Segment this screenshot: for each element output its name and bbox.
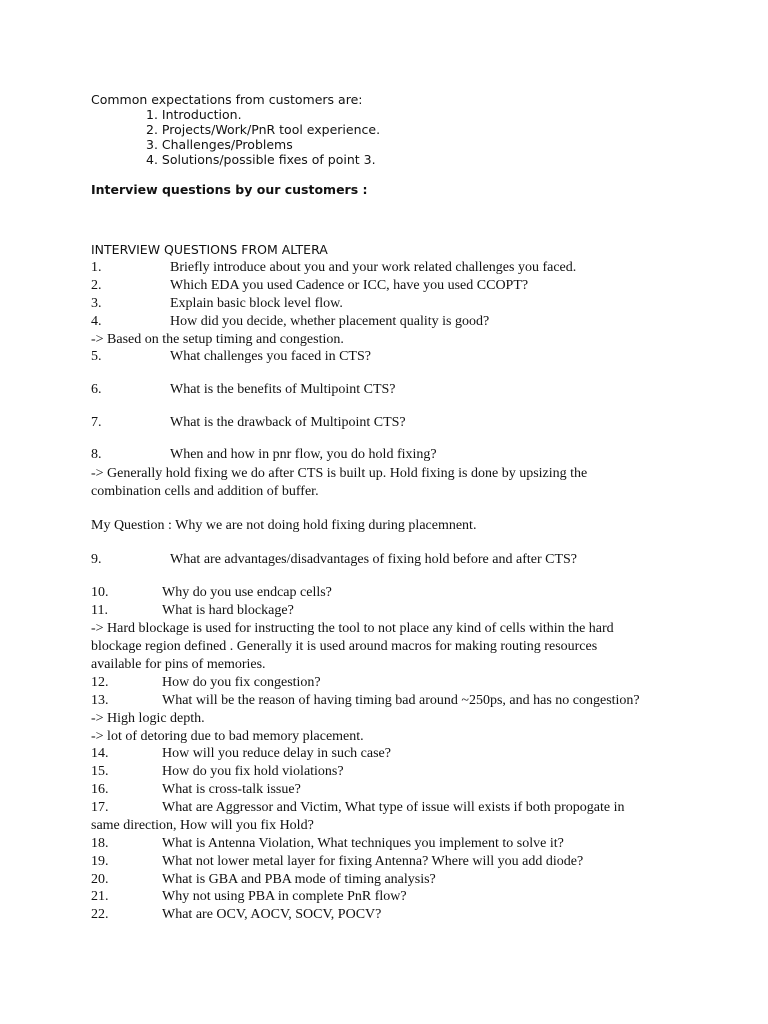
intro-heading: Common expectations from customers are: — [91, 92, 363, 107]
question-number: 5. — [91, 349, 102, 364]
question-text: What are advantages/disadvantages of fixing hold before and after CTS? — [170, 552, 578, 567]
question-text: What are Aggressor and Victim, What type of issue will exists if both propogate in — [162, 800, 625, 815]
question-text: Why do you use endcap cells? — [162, 585, 332, 600]
answer-text: blockage region defined . Generally it is used around macros for making routing resources — [91, 639, 598, 654]
question-number: 6. — [91, 382, 102, 397]
my-question: My Question : Why we are not doing hold fixing during placemnent. — [91, 518, 477, 533]
answer-text: available for pins of memories. — [91, 657, 266, 672]
question-number: 4. — [91, 314, 102, 329]
question-number: 22. — [91, 907, 109, 922]
question-number: 1. — [91, 260, 102, 275]
question-number: 16. — [91, 782, 109, 797]
question-number: 14. — [91, 746, 109, 761]
question-text: What challenges you faced in CTS? — [170, 349, 371, 364]
question-number: 19. — [91, 854, 109, 869]
question-text: What will be the reason of having timing bad around ~250ps, and has no congestion? — [162, 693, 640, 708]
answer-text: -> Based on the setup timing and congestion. — [91, 332, 344, 347]
answer-text: -> Hard blockage is used for instructing the tool to not place any kind of cells within the hard — [91, 621, 614, 636]
question-text: How did you decide, whether placement quality is good? — [170, 314, 490, 329]
question-number: 20. — [91, 872, 109, 887]
question-text: What not lower metal layer for fixing Antenna? Where will you add diode? — [162, 854, 584, 869]
question-number: 12. — [91, 675, 109, 690]
answer-text: combination cells and addition of buffer. — [91, 484, 319, 499]
question-number: 13. — [91, 693, 109, 708]
question-number: 9. — [91, 552, 102, 567]
question-text: Explain basic block level flow. — [170, 296, 343, 311]
question-text: What is GBA and PBA mode of timing analysis? — [162, 872, 436, 887]
question-number: 18. — [91, 836, 109, 851]
section-title: INTERVIEW QUESTIONS FROM ALTERA — [91, 242, 328, 257]
answer-text: -> lot of detoring due to bad memory placement. — [91, 729, 364, 744]
intro-item: 4. Solutions/possible fixes of point 3. — [146, 152, 376, 167]
intro-item: 3. Challenges/Problems — [146, 137, 293, 152]
question-number: 21. — [91, 889, 109, 904]
question-text: What are OCV, AOCV, SOCV, POCV? — [162, 907, 382, 922]
question-number: 17. — [91, 800, 109, 815]
question-text: How will you reduce delay in such case? — [162, 746, 391, 761]
intro-item: 2. Projects/Work/PnR tool experience. — [146, 122, 381, 137]
interview-subheading: Interview questions by our customers : — [91, 182, 368, 197]
question-text: What is Antenna Violation, What techniques you implement to solve it? — [162, 836, 564, 851]
question-text: What is the drawback of Multipoint CTS? — [170, 415, 406, 430]
intro-item: 1. Introduction. — [146, 107, 242, 122]
question-text: When and how in pnr flow, you do hold fixing? — [170, 447, 437, 462]
question-text: How do you fix hold violations? — [162, 764, 344, 779]
question-number: 15. — [91, 764, 109, 779]
question-number: 8. — [91, 447, 102, 462]
question-text: What is the benefits of Multipoint CTS? — [170, 382, 396, 397]
question-number: 11. — [91, 603, 108, 618]
question-number: 7. — [91, 415, 102, 430]
question-text: What is hard blockage? — [162, 603, 294, 618]
question-text: Briefly introduce about you and your work related challenges you faced. — [170, 260, 577, 275]
question-text: How do you fix congestion? — [162, 675, 321, 690]
answer-text: -> Generally hold fixing we do after CTS is built up. Hold fixing is done by upsizing the — [91, 466, 588, 481]
question-text: Which EDA you used Cadence or ICC, have you used CCOPT? — [170, 278, 529, 293]
question-text-continued: same direction, How will you fix Hold? — [91, 818, 314, 833]
question-text: What is cross-talk issue? — [162, 782, 301, 797]
question-number: 3. — [91, 296, 102, 311]
question-number: 2. — [91, 278, 102, 293]
answer-text: -> High logic depth. — [91, 711, 205, 726]
question-text: Why not using PBA in complete PnR flow? — [162, 889, 407, 904]
question-number: 10. — [91, 585, 109, 600]
